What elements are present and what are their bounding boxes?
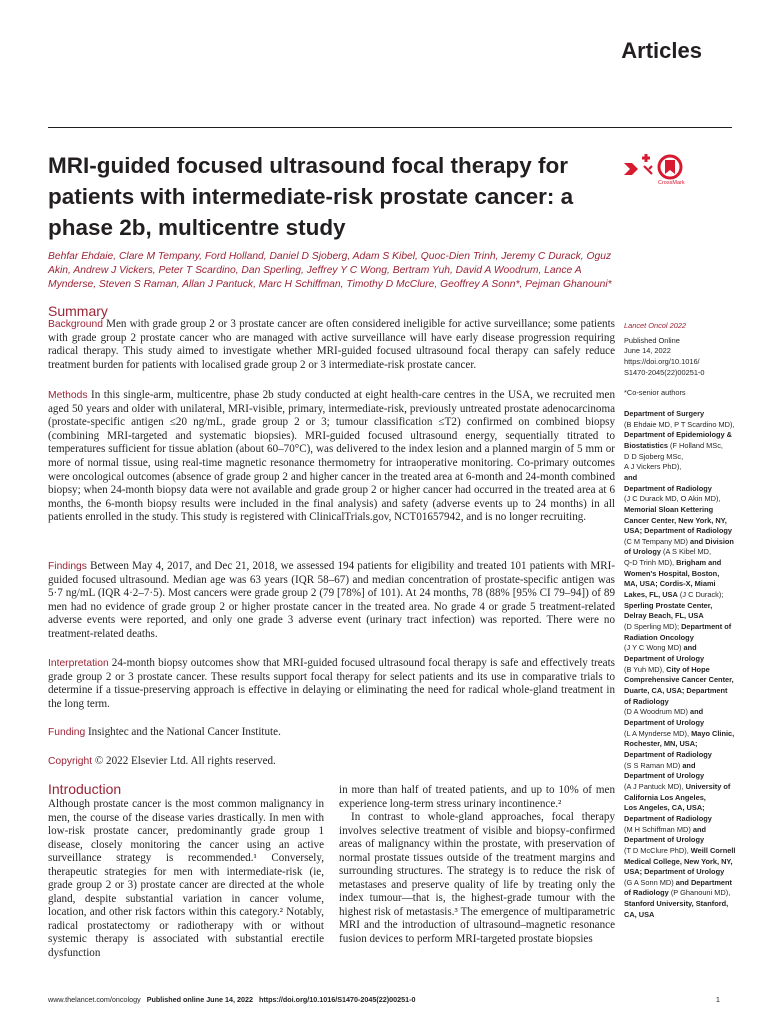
- affiliation-institution: Department of: [679, 622, 732, 632]
- affiliation-line: [624, 494, 736, 505]
- affiliation-line: [624, 462, 736, 473]
- affiliation-institution: Biostatistics: [624, 440, 668, 450]
- affiliation-institution: and Division: [687, 536, 734, 546]
- affiliation-institution: and Department: [673, 877, 733, 887]
- affiliation-institution: Comprehensive Cancer Center,: [624, 675, 734, 685]
- affiliation-authors: (D Sperling MD);: [624, 622, 680, 632]
- affiliation-line: [624, 516, 736, 527]
- affiliation-authors: (A J Pantuck MD),: [624, 781, 684, 791]
- summary-methods: [48, 389, 615, 525]
- affiliation-institution: CA, USA: [624, 909, 655, 919]
- affiliation-line: [624, 473, 736, 484]
- affiliation-line: [624, 601, 736, 612]
- funding-label: Funding: [48, 727, 86, 738]
- affiliation-line: [624, 899, 736, 910]
- introduction-heading: Introduction: [48, 781, 122, 797]
- affiliation-line: [624, 526, 736, 537]
- affiliation-line: [624, 782, 736, 793]
- affiliation-institution: City of Hope: [664, 664, 710, 674]
- introduction-column-1: [48, 798, 324, 960]
- affiliation-authors: (T D McClure PhD),: [624, 845, 689, 855]
- affiliation-authors: (M H Schiffman MD): [624, 824, 691, 834]
- affiliation-line: [624, 579, 736, 590]
- funding-text: Insightec and the National Cancer Institute.: [85, 726, 281, 738]
- affiliation-line: [624, 633, 736, 644]
- affiliation-institution: Department of Urology: [624, 654, 705, 664]
- affiliation-authors: (C M Tempany MD): [624, 536, 688, 546]
- findings-text: Between May 4, 2017, and Dec 21, 2018, we assessed 194 patients for eligibility and treated 101 patients with MRI-guided focused ultrasound. Median age was 63 years (IQR 58–67) and median concentration of prostate-specific antigen was 5·7 ng/mL (IQR 4·2–7·5). Most cancers were grade group 2 (79 [78%] of 101). At 24 months, 78 (88% [95% CI 79–94]) of 89 men had no evidence of grade group 2 or higher prostate cancer in the treated area. No grade 4 or grade 5 treatment-related adverse events were reported, and only one grade 3 adverse event (urinary tract infection) was reported. There were no treatment-related deaths.: [48, 560, 615, 640]
- affiliation-line: [624, 409, 736, 420]
- published-line: Published Online: [624, 335, 680, 345]
- affiliation-institution: of Radiology: [624, 888, 669, 898]
- affiliation-institution: Memorial Sloan Kettering: [624, 504, 714, 514]
- sidebar: [624, 321, 736, 920]
- publication-info: [624, 336, 736, 379]
- introduction-paragraph: in more than half of treated patients, and up to 10% of men experience long-term stress urinary incontinence.²: [339, 784, 615, 810]
- affiliation-line: [624, 750, 736, 761]
- affiliation-line: [624, 654, 736, 665]
- affiliation-authors: D D Sjoberg MSc,: [624, 451, 684, 461]
- co-senior-note: *Co-senior authors: [624, 388, 686, 398]
- affiliation-institution: USA; Department of Urology: [624, 867, 725, 877]
- affiliation-line: [624, 793, 736, 804]
- affiliation-authors: (J C Durack);: [677, 590, 724, 600]
- affiliation-institution: Medical College, New York, NY,: [624, 856, 733, 866]
- header-rule: [48, 127, 732, 128]
- affiliation-institution: Los Angeles, CA, USA;: [624, 803, 705, 813]
- affiliation-institution: Cancer Center, New York, NY,: [624, 515, 727, 525]
- affiliation-institution: Weill Cornell: [688, 845, 736, 855]
- affiliation-institution: Mayo Clinic,: [689, 728, 735, 738]
- affiliation-line: [624, 665, 736, 676]
- background-text: Men with grade group 2 or 3 prostate cancer are often considered ineligible for active surveillance; some patients with grade group 2 prostate cancer who are managed with active surveillance will have early disease progression requiring radical therapy. This study aimed to investigate whether MRI-guided focused ultrasound focal therapy can safely reduce treatment burden for patients with localised grade group 2 or 3 intermediate-risk prostate cancer.: [48, 318, 615, 371]
- affiliation-authors: (J Y C Wong MD): [624, 643, 682, 653]
- crossmark-label: CrossMark: [658, 180, 685, 186]
- affiliation-authors: (P Ghanouni MD),: [668, 888, 731, 898]
- affiliation-line: [624, 825, 736, 836]
- affiliation-line: [624, 910, 736, 921]
- affiliation-line: [624, 718, 736, 729]
- introduction-column-2: [339, 784, 615, 946]
- affiliation-institution: Duarte, CA, USA; Department: [624, 686, 728, 695]
- affiliation-institution: USA; Department of Radiology: [624, 526, 732, 536]
- interpretation-label: Interpretation: [48, 658, 109, 669]
- affiliation-line: [624, 569, 736, 580]
- article-title: MRI-guided focused ultrasound focal therapy for patients with intermediate-risk prostate cancer: a phase 2b, multicentre study: [48, 153, 574, 240]
- summary-findings: [48, 560, 615, 642]
- affiliation-institution: of Urology: [624, 547, 661, 557]
- affiliation-institution: MA, USA; Cordis-X, Miami: [624, 579, 716, 589]
- affiliation-authors: Q-D Trinh MD),: [624, 558, 675, 568]
- affiliation-line: [624, 420, 736, 431]
- summary-interpretation: [48, 657, 615, 711]
- affiliation-institution: and: [690, 824, 707, 834]
- affiliation-line: [624, 697, 736, 708]
- affiliation-authors: A J Vickers PhD),: [624, 462, 682, 472]
- affiliation-line: [624, 622, 736, 633]
- affiliation-institution: and: [680, 760, 696, 770]
- affiliation-line: [624, 814, 736, 825]
- affiliation-line: [624, 803, 736, 814]
- findings-label: Findings: [48, 561, 87, 572]
- affiliation-institution: California Los Angeles,: [624, 792, 706, 802]
- published-line: June 14, 2022: [624, 346, 671, 356]
- affiliation-institution: Brigham and: [674, 558, 722, 568]
- affiliation-institution: and: [687, 707, 704, 717]
- summary-copyright: [48, 755, 615, 769]
- affiliation-authors: (A S Kibel MD,: [660, 547, 712, 557]
- doi-link[interactable]: https://doi.org/10.1016/: [624, 356, 700, 366]
- background-label: Background: [48, 319, 103, 330]
- affiliation-authors: (S S Raman MD): [624, 760, 681, 770]
- affiliation-institution: Department of Epidemiology &: [624, 430, 732, 440]
- affiliation-institution: Department of Surgery: [624, 408, 705, 418]
- affiliation-authors: (L A Mynderse MD),: [624, 728, 690, 738]
- affiliation-line: [624, 558, 736, 569]
- affiliation-line: [624, 643, 736, 654]
- affiliation-institution: Department of Radiology: [624, 749, 712, 759]
- affiliation-line: [624, 430, 736, 441]
- affiliation-institution: and: [681, 643, 697, 653]
- affiliation-line: [624, 878, 736, 889]
- affiliation-line: [624, 590, 736, 601]
- affiliation-institution: Radiation Oncology: [624, 632, 694, 642]
- crossmark-logo[interactable]: [622, 150, 684, 188]
- affiliation-authors: (F Holland MSc,: [667, 440, 723, 450]
- affiliation-line: [624, 547, 736, 558]
- introduction-paragraph: Although prostate cancer is the most common malignancy in men, the course of the disease varies drastically. In men with low-risk prostate cancer, predominantly grade group 1 disease, closely monitoring the cancer using an active surveillance strategy is recommended.¹ Conversely, therapeutic strategies for men with intermediate-risk (ie, grade group 2 or 3) prostate cancer are directed at the whole gland, despite substantial variation in cancer volume, location, and other risk factors within this category.² Notably, radical prostatectomy or radiotherapy with or without systemic therapy is associated with substantial erectile dysfunction: [48, 798, 324, 959]
- affiliation-line: [624, 686, 736, 697]
- affiliation-authors: (B Yuh MD),: [624, 664, 665, 674]
- affiliation-institution: of Radiology: [624, 696, 669, 706]
- affiliation-line: [624, 452, 736, 463]
- introduction-paragraph: In contrast to whole-gland approaches, focal therapy involves selective treatment of visible and biopsy-confirmed areas of malignancy within the prostate, with preservation of normal prostate tissues outside of the treatment margins and surrounding structures. The strategy is to reduce the risk of metastases and preserve quality of life by treating only the index tumour—that is, the highest-grade tumour with the highest risk of metastasis.³ The emergence of multiparametric MRI and the introduction of ultrasound–magnetic resonance fusion devices to perform MRI-targeted prostate biopsies: [339, 811, 615, 945]
- affiliation-line: [624, 505, 736, 516]
- affiliation-institution: Lakes, FL, USA: [624, 590, 678, 600]
- affiliation-institution: Delray Beach, FL, USA: [624, 611, 704, 621]
- summary-background: [48, 318, 615, 372]
- methods-text: In this single-arm, multicentre, phase 2b study conducted at eight health-care centres in the USA, we recruited men aged 50 years and older with unilateral, MRI-visible, primary, intermediate-risk, previously untreated prostate adenocarcinoma (prostate-specific antigen ≤20 ng/mL, grade group 2 or 3; tumour classification ≤T2) confirmed on combined biopsy (combining MRI-targeted and systematic biopsies). MRI-guided focused ultrasound energy, sequentially titrated to temperatures sufficient for tissue ablation (about 60–70°C), was delivered to the index lesion and a planned margin of 5 mm or more of normal tissue, using real-time magnetic resonance thermometry for intraoperative monitoring. Co-primary outcomes were oncological outcomes (absence of grade group 2 and higher cancer in the treated area at 6-month and 24-month combined biopsy; when 24-month biopsy data were not available and grade group 2 or higher cancer had occurred in the treated area at 6 months, the 6-month biopsy results were included in the final analysis) and safety (adverse events up to 24 months) in all patients enrolled in the study. This study is registered with ClinicalTrials.gov, NCT01657942, and is no longer recruiting.: [48, 389, 615, 524]
- summary-funding: [48, 726, 615, 740]
- affiliation-institution: Department of Radiology: [624, 483, 712, 493]
- affiliation-institution: Department of Urology: [624, 835, 705, 845]
- affiliation-authors: (B Ehdaie MD, P T Scardino MD),: [624, 419, 735, 429]
- affiliation-line: [624, 537, 736, 548]
- affiliation-institution: Women's Hospital, Boston,: [624, 568, 720, 578]
- affiliation-institution: Department of Radiology: [624, 813, 712, 823]
- copyright-text: © 2022 Elsevier Ltd. All rights reserved.: [92, 755, 276, 767]
- copyright-label: Copyright: [48, 756, 93, 767]
- affiliation-institution: Sperling Prostate Center,: [624, 600, 713, 610]
- affiliation-institution: and: [624, 472, 638, 482]
- affiliation-institution: Stanford University, Stanford,: [624, 899, 729, 909]
- affiliation-line: [624, 888, 736, 899]
- affiliation-institution: Department of Urology: [624, 771, 705, 781]
- affiliation-line: [624, 761, 736, 772]
- affiliation-line: [624, 729, 736, 740]
- affiliation-authors: (D A Woodrum MD): [624, 707, 688, 717]
- affiliation-line: [624, 739, 736, 750]
- page-footer: [48, 995, 416, 1004]
- affiliation-authors: (J C Durack MD, O Akin MD),: [624, 494, 721, 504]
- affiliation-institution: Rochester, MN, USA;: [624, 739, 698, 749]
- affiliation-institution: Department of Urology: [624, 717, 705, 727]
- doi-link[interactable]: S1470-2045(22)00251-0: [624, 367, 705, 377]
- affiliation-line: [624, 835, 736, 846]
- affiliation-authors: (G A Sonn MD): [624, 877, 674, 887]
- interpretation-text: 24-month biopsy outcomes show that MRI-guided focused ultrasound focal therapy is safe and effectively treats grade group 2 or 3 prostate cancer. These results support focal therapy for select patients and its use in comparative trials to determine if a tissue-preserving approach is effective in delaying or eliminating the need for radical whole-gland treatment in the long term.: [48, 657, 615, 710]
- affiliation-line: [624, 707, 736, 718]
- page-number: 1: [715, 995, 720, 1004]
- affiliation-line: [624, 484, 736, 495]
- summary-heading: Summary: [48, 303, 108, 319]
- section-label: Articles: [621, 38, 702, 63]
- footer-doi-link[interactable]: https://doi.org/10.1016/S1470-2045(22)00251-0: [258, 995, 416, 1004]
- affiliation-institution: University of: [683, 781, 731, 791]
- journal-citation: Lancet Oncol 2022: [624, 321, 687, 330]
- author-list: Behfar Ehdaie, Clare M Tempany, Ford Holland, Daniel D Sjoberg, Adam S Kibel, Quoc-Dien Trinh, Jeremy C Durack, Oguz Akin, Andrew J Vickers, Peter T Scardino, Dan Sperling, Jeffrey Y C Wong, Bertram Yuh, David A Woodrum, Lance A Mynderse, Steven S Raman, Allan J Pantuck, Marc H Schiffman, Timothy D McClure, Geoffrey A Sonn*, Pejman Ghanouni*: [48, 251, 612, 290]
- affiliation-line: [624, 771, 736, 782]
- footer-site-link[interactable]: www.thelancet.com/oncology: [48, 995, 141, 1004]
- affiliation-line: [624, 867, 736, 878]
- affiliation-line: [624, 611, 736, 622]
- affiliation-line: [624, 846, 736, 857]
- methods-label: Methods: [48, 390, 88, 401]
- affiliations: [624, 409, 736, 921]
- affiliation-line: [624, 675, 736, 686]
- footer-published: Published online June 14, 2022: [146, 995, 253, 1004]
- affiliation-line: [624, 441, 736, 452]
- affiliation-line: [624, 857, 736, 868]
